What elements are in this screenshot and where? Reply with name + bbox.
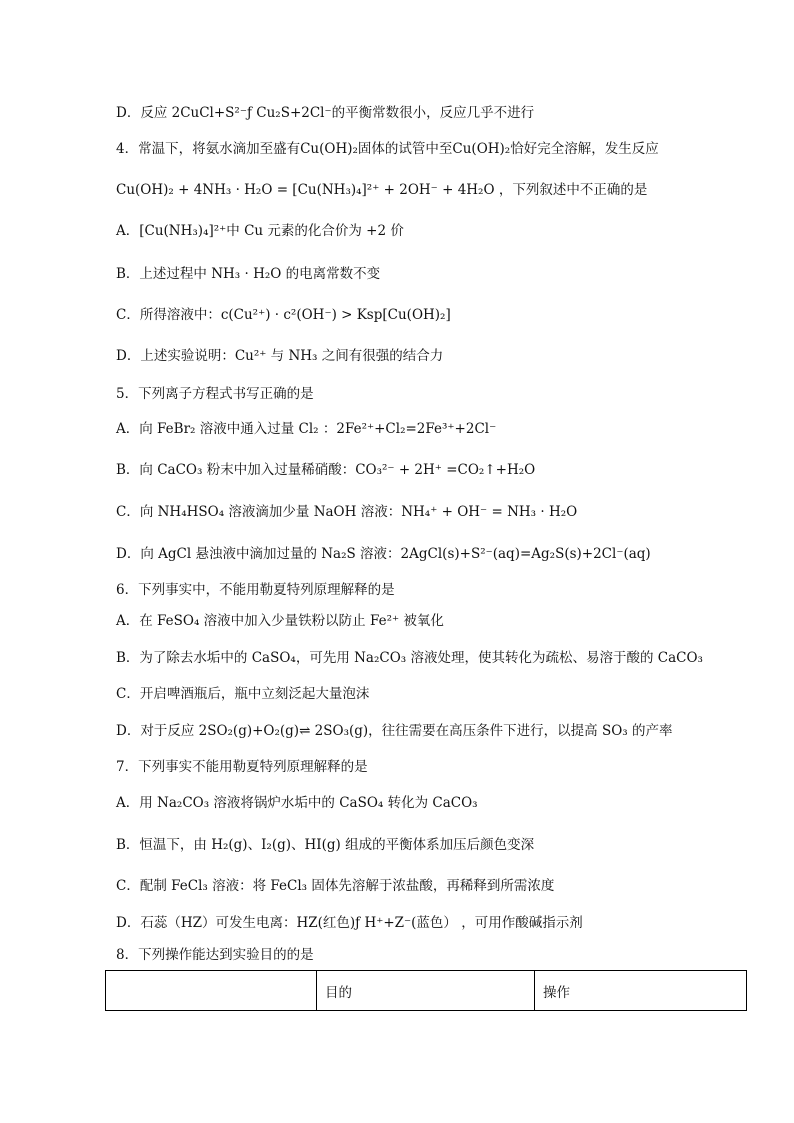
q7-option-c: C．配制 FeCl₃ 溶液：将 FeCl₃ 固体先溶解于浓盐酸，再稀释到所需浓度 — [116, 878, 555, 894]
question-8-stem: 8．下列操作能达到实验目的的是 — [116, 947, 314, 963]
q7-option-d: D．石蕊（HZ）可发生电离：HZ(红色)ƒ H⁺+Z⁻(蓝色） ，可用作酸碱指示剂 — [116, 915, 583, 931]
q5-option-b: B．向 CaCO₃ 粉末中加入过量稀硝酸：CO₃²⁻ + 2H⁺ =CO₂↑+H₂O — [116, 462, 536, 478]
q5-option-a: A．向 FeBr₂ 溶液中通入过量 Cl₂ ：2Fe²⁺+Cl₂=2Fe³⁺+2Cl⁻ — [116, 421, 497, 437]
q6-option-d: D．对于反应 2SO₂(g)+O₂(g)⇌ 2SO₃(g)，往往需要在高压条件下进行，以提高 SO₃ 的产率 — [116, 723, 673, 739]
question-4-stem: 4．常温下，将氨水滴加至盛有Cu(OH)₂固体的试管中至Cu(OH)₂恰好完全溶解，发生反应 — [116, 141, 659, 157]
question-5-stem: 5．下列离子方程式书写正确的是 — [116, 386, 314, 402]
q6-option-b: B．为了除去水垢中的 CaSO₄，可先用 Na₂CO₃ 溶液处理，使其转化为疏松、易溶于酸的 CaCO₃ — [116, 650, 703, 666]
q6-option-a: A．在 FeSO₄ 溶液中加入少量铁粉以防止 Fe²⁺ 被氧化 — [116, 613, 444, 629]
q7-option-b: B．恒温下，由 H₂(g)、I₂(g)、HI(g) 组成的平衡体系加压后颜色变深 — [116, 837, 535, 853]
q4-option-b: B．上述过程中 NH₃ · H₂O 的电离常数不变 — [116, 266, 381, 282]
question-8-table — [105, 970, 747, 1011]
q4-option-c: C．所得溶液中：c(Cu²⁺) · c²(OH⁻) > Ksp[Cu(OH)₂] — [116, 307, 451, 323]
question-7-stem: 7．下列事实不能用勒夏特列原理解释的是 — [116, 759, 368, 775]
q5-option-c: C．向 NH₄HSO₄ 溶液滴加少量 NaOH 溶液：NH₄⁺ + OH⁻ = NH₃ · H₂O — [116, 504, 578, 520]
q4-option-a: A．[Cu(NH₃)₄]²⁺中 Cu 元素的化合价为 +2 价 — [116, 223, 404, 239]
q5-option-d: D．向 AgCl 悬浊液中滴加过量的 Na₂S 溶液：2AgCl(s)+S²⁻(aq)=Ag₂S(s)+2Cl⁻(aq) — [116, 546, 651, 562]
q6-option-c: C．开启啤酒瓶后，瓶中立刻泛起大量泡沫 — [116, 686, 370, 702]
q7-option-a: A．用 Na₂CO₃ 溶液将锅炉水垢中的 CaSO₄ 转化为 CaCO₃ — [116, 795, 478, 811]
table-header-purpose: 目的 — [317, 971, 535, 1010]
q3-option-d: D．反应 2CuCl+S²⁻ƒ Cu₂S+2Cl⁻的平衡常数很小，反应几乎不进行 — [116, 105, 535, 121]
question-4-equation: Cu(OH)₂ + 4NH₃ · H₂O = [Cu(NH₃)₄]²⁺ + 2OH⁻ + 4H₂O ，下列叙述中不正确的是 — [116, 182, 648, 198]
question-6-stem: 6．下列事实中，不能用勒夏特列原理解释的是 — [116, 582, 395, 598]
q4-option-d: D．上述实验说明：Cu²⁺ 与 NH₃ 之间有很强的结合力 — [116, 348, 444, 364]
table-header-operation: 操作 — [543, 984, 570, 1001]
table-header-blank — [106, 971, 317, 1010]
